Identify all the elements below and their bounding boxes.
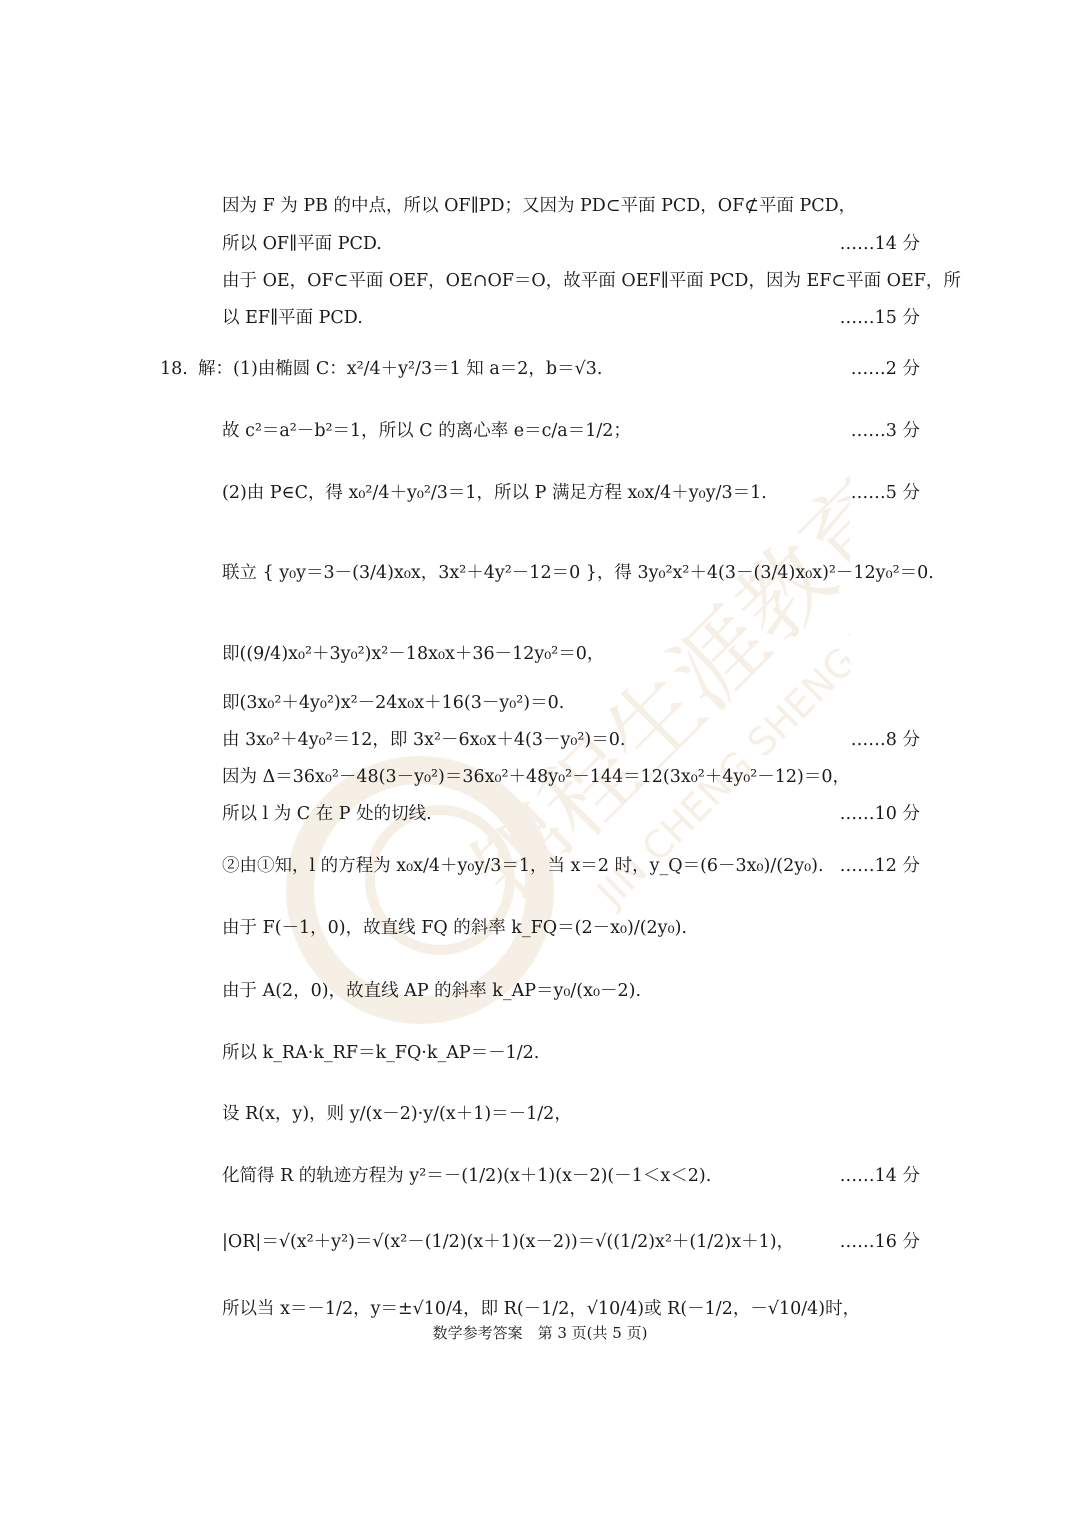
text-line-12: 因为 Δ＝36x₀²－48(3－y₀²)＝36x₀²＋48y₀²－144＝12(3x₀²＋4y₀²－12)＝0， xyxy=(222,767,851,787)
text-line-16: 由于 A(2，0)，故直线 AP 的斜率 k_AP＝y₀/(x₀－2). xyxy=(222,981,642,1001)
text-line-11: 由 3x₀²＋4y₀²＝12，即 3x²－6x₀x＋4(3－y₀²)＝0. xyxy=(222,730,626,750)
text-line-9: 即((9/4)x₀²＋3y₀²)x²－18x₀x＋36－12y₀²＝0， xyxy=(222,644,605,664)
score-label-11: ……8 分 xyxy=(850,730,920,750)
text-line-15: 由于 F(－1，0)，故直线 FQ 的斜率 k_FQ＝(2－x₀)/(2y₀). xyxy=(222,918,687,938)
text-line-3: 由于 OE，OF⊂平面 OEF，OE∩OF＝O，故平面 OEF∥平面 PCD，因为 EF⊂平面 OEF，所 xyxy=(222,271,961,291)
score-label-4: ……15 分 xyxy=(839,308,920,328)
text-line-6: 故 c²＝a²－b²＝1，所以 C 的离心率 e＝c/a＝1/2； xyxy=(222,421,631,441)
score-label-19: ……14 分 xyxy=(839,1166,920,1186)
text-line-14: ②由①知，l 的方程为 x₀x/4＋y₀y/3＝1，当 x＝2 时，y_Q＝(6－3x₀)/(2y₀). xyxy=(222,856,824,876)
score-label-20: ……16 分 xyxy=(839,1232,920,1252)
text-line-20: |OR|＝√(x²＋y²)＝√(x²－(1/2)(x＋1)(x－2))＝√((1/2)x²＋(1/2)x＋1)， xyxy=(222,1232,795,1252)
page-footer: 数学参考答案 第 3 页(共 5 页) xyxy=(432,1324,648,1342)
text-line-7: (2)由 P∈C，得 x₀²/4＋y₀²/3＝1，所以 P 满足方程 x₀x/4＋y₀y/3＝1. xyxy=(222,483,767,503)
text-line-2: 所以 OF∥平面 PCD. xyxy=(222,234,382,254)
text-line-17: 所以 k_RA·k_RF＝k_FQ·k_AP＝－1/2. xyxy=(222,1043,540,1063)
text-line-5: 解：(1)由椭圆 C：x²/4＋y²/3＝1 知 a＝2，b＝√3. xyxy=(198,359,603,379)
score-label-6: ……3 分 xyxy=(850,421,920,441)
text-line-19: 化简得 R 的轨迹方程为 y²＝－(1/2)(x＋1)(x－2)(－1＜x＜2). xyxy=(222,1166,712,1186)
text-line-8: 联立 { y₀y＝3－(3/4)x₀x，3x²＋4y²－12＝0 }，得 3y₀²x²＋4(3－(3/4)x₀x)²－12y₀²＝0. xyxy=(222,563,934,583)
watermark-logo xyxy=(250,460,850,1060)
text-line-4: 以 EF∥平面 PCD. xyxy=(222,308,363,328)
text-line-13: 所以 l 为 C 在 P 处的切线. xyxy=(222,804,432,824)
score-label-7: ……5 分 xyxy=(850,483,920,503)
question-number: 18. xyxy=(160,359,188,379)
text-line-21: 所以当 x＝－1/2，y＝±√10/4，即 R(－1/2，√10/4)或 R(－1/2，－√10/4)时， xyxy=(222,1299,861,1319)
score-label-13: ……10 分 xyxy=(839,804,920,824)
score-label-5: ……2 分 xyxy=(850,359,920,379)
watermark-pinyin-text: JIN CHENG SHENG YA xyxy=(588,597,850,915)
watermark-brand-text: 锦程生涯教育 xyxy=(454,460,850,925)
text-line-1: 因为 F 为 PB 的中点，所以 OF∥PD；又因为 PD⊂平面 PCD，OF⊄平面 PCD， xyxy=(222,196,857,216)
text-line-10: 即(3x₀²＋4y₀²)x²－24x₀x＋16(3－y₀²)＝0. xyxy=(222,693,565,713)
score-label-14: ……12 分 xyxy=(839,856,920,876)
score-label-2: ……14 分 xyxy=(839,234,920,254)
text-line-18: 设 R(x，y)，则 y/(x－2)·y/(x＋1)＝－1/2， xyxy=(222,1104,572,1124)
